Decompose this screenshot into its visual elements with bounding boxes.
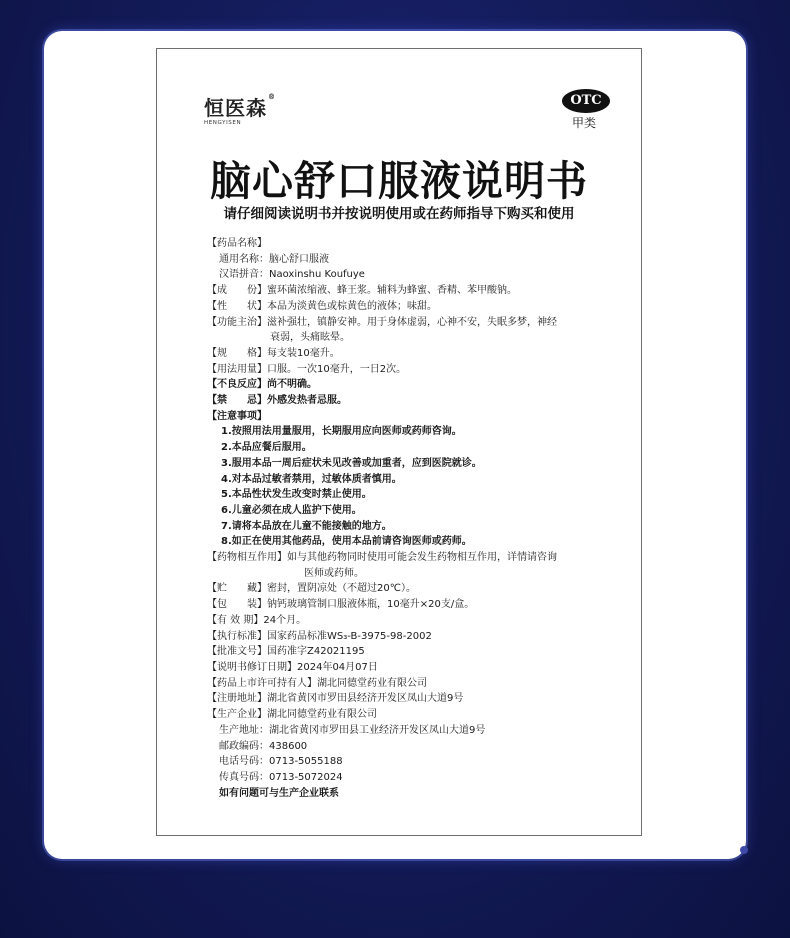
- postal-code: 邮政编码：438600: [219, 740, 308, 752]
- note-item: 6.儿童必须在成人监护下使用。: [221, 504, 362, 516]
- note-item: 2.本品应餐后服用。: [221, 442, 312, 454]
- validity-value: 24个月。: [263, 614, 307, 626]
- contra-value: 外感发热者忌服。: [267, 395, 347, 407]
- spec-value: 每支装10毫升。: [267, 347, 340, 359]
- reg-address-row: [207, 691, 603, 707]
- approval-label: 【批准文号】: [207, 646, 267, 658]
- usage-row: [207, 362, 603, 378]
- note-item: 1.按照用法用量服用，长期服用应向医师或药师咨询。: [221, 426, 462, 438]
- usage-label: 【用法用量】: [207, 363, 267, 375]
- note-item: 4.对本品过敏者禁用，过敏体质者慎用。: [221, 473, 402, 485]
- document-title: 脑心舒口服液说明书: [210, 157, 588, 205]
- appearance-value: 本品为淡黄色或棕黄色的液体；味甜。: [267, 300, 437, 312]
- appearance-row: [207, 299, 603, 315]
- standard-label: 【执行标准】: [207, 630, 267, 642]
- storage-label: 【贮 藏】: [207, 583, 267, 595]
- validity-row: [207, 613, 603, 629]
- production-address: 生产地址：湖北省黄冈市罗田县工业经济开发区凤山大道9号: [219, 724, 486, 736]
- drug-name-heading: 【药品名称】: [207, 238, 267, 249]
- interaction-value-line1: 如与其他药物同时使用可能会发生药物相互作用，详情请咨询: [287, 552, 557, 564]
- approval-value: 国药准字Z42021195: [267, 646, 365, 658]
- holder-row: [207, 676, 603, 692]
- manufacturer-value: 湖北同德堂药业有限公司: [267, 709, 377, 721]
- logo-english: HENGYISEN: [204, 120, 242, 126]
- manufacturer-label: 【生产企业】: [207, 709, 267, 721]
- fax-number: 传真号码：0713-5072024: [219, 771, 343, 783]
- interaction-row: [207, 550, 603, 566]
- standard-value: 国家药品标准WS₃-B-3975-98-2002: [267, 630, 432, 642]
- notes-heading: 【注意事项】: [207, 410, 267, 422]
- note-item: 7.请将本品放在儿童不能接触的地方。: [221, 520, 392, 532]
- document-subtitle: 请仔细阅读说明书并按说明使用或在药师指导下购买和使用: [223, 206, 575, 222]
- interaction-label: 【药物相互作用】: [207, 552, 287, 564]
- brand-logo: [204, 92, 276, 126]
- function-row: [207, 315, 603, 331]
- standard-row: [207, 629, 603, 645]
- approval-row: [207, 644, 603, 660]
- function-value-line1: 滋补强壮，镇静安神。用于身体虚弱，心神不安，失眠多梦，神经: [267, 316, 557, 328]
- pinyin-name: 汉语拼音：Naoxinshu Koufuye: [219, 269, 365, 281]
- phone-number: 电话号码：0713-5055188: [219, 756, 343, 768]
- spec-label: 【规 格】: [207, 347, 267, 359]
- adverse-value: 尚不明确。: [267, 379, 317, 391]
- adverse-label: 【不良反应】: [207, 379, 267, 391]
- logo-text: 恒医森: [204, 96, 267, 120]
- contra-row: [207, 393, 603, 409]
- reg-address-value: 湖北省黄冈市罗田县经济开发区凤山大道9号: [267, 693, 464, 705]
- function-label: 【功能主治】: [207, 316, 267, 328]
- validity-label: 【有 效 期】: [207, 614, 264, 626]
- function-value-line2: 衰弱，头痛眩晕。: [270, 332, 350, 344]
- package-label: 【包 装】: [207, 599, 267, 611]
- usage-value: 口服。一次10毫升，一日2次。: [267, 363, 407, 375]
- contra-label: 【禁 忌】: [207, 395, 267, 407]
- note-item: 3.服用本品一周后症状未见改善或加重者，应到医院就诊。: [221, 457, 482, 469]
- revision-label: 【说明书修订日期】: [207, 661, 297, 673]
- holder-value: 湖北同德堂药业有限公司: [317, 677, 427, 689]
- manufacturer-row: [207, 707, 603, 723]
- package-value: 钠钙玻璃管制口服液体瓶，10毫升×20支/盒。: [267, 599, 475, 611]
- revision-row: [207, 660, 603, 676]
- holder-label: 【药品上市许可持有人】: [207, 677, 317, 689]
- contact-note: 如有问题可与生产企业联系: [219, 787, 339, 799]
- package-row: [207, 597, 603, 613]
- corner-dot-icon: [740, 846, 748, 854]
- otc-badge: OTC: [562, 89, 610, 113]
- interaction-value-line2: 医师或药师。: [304, 567, 364, 579]
- ingredients-value: 蜜环菌浓缩液、蜂王浆。辅料为蜂蜜、香精、苯甲酸钠。: [267, 285, 517, 297]
- ingredients-row: [207, 283, 603, 299]
- generic-name: 通用名称：脑心舒口服液: [219, 253, 329, 265]
- adverse-row: [207, 377, 603, 393]
- note-item: 8.如正在使用其他药品，使用本品前请咨询医师或药师。: [221, 536, 472, 548]
- otc-class-label: 甲类: [572, 116, 597, 130]
- reg-address-label: 【注册地址】: [207, 693, 267, 705]
- storage-value: 密封，置阴凉处（不超过20℃）。: [267, 583, 416, 595]
- ingredients-label: 【成 份】: [207, 285, 267, 297]
- appearance-label: 【性 状】: [207, 300, 267, 312]
- registered-mark: ®: [268, 92, 276, 101]
- spec-row: [207, 346, 603, 362]
- storage-row: [207, 581, 603, 597]
- revision-value: 2024年04月07日: [297, 661, 378, 673]
- leaflet-body: [207, 236, 603, 801]
- note-item: 5.本品性状发生改变时禁止使用。: [221, 489, 372, 501]
